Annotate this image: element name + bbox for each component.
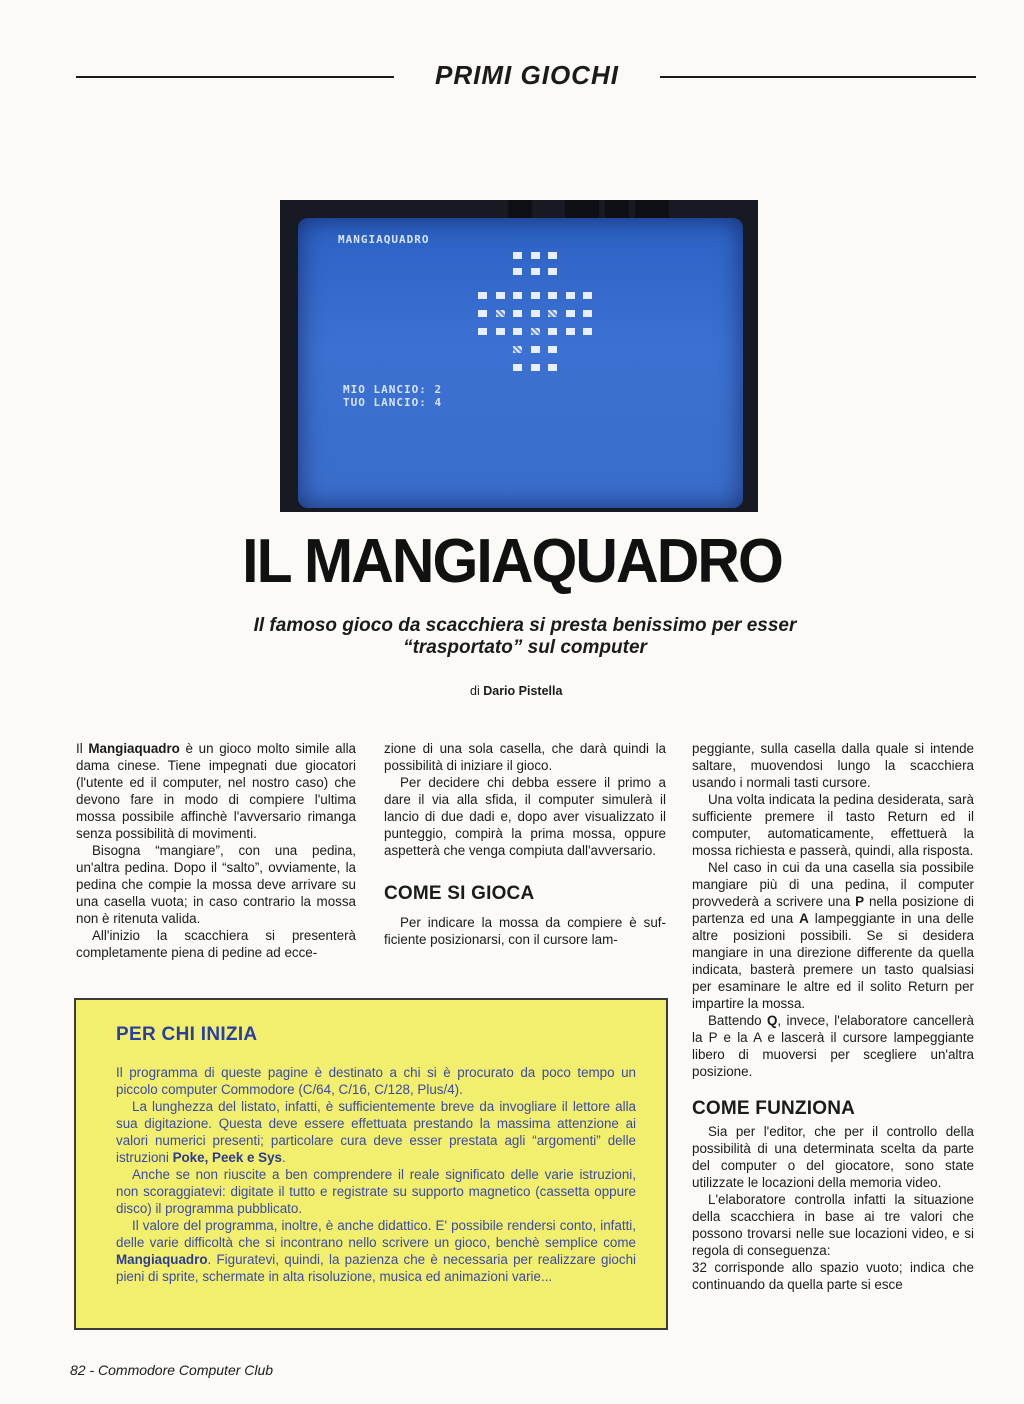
board-square [513, 292, 522, 299]
board-square [513, 252, 522, 259]
board-square [513, 328, 522, 335]
article-title: IL MANGIAQUADRO [242, 527, 782, 596]
bold-text: Mangiaquadro [88, 741, 180, 756]
bold-text: Mangiaquadro [116, 1252, 208, 1267]
paragraph: Per decidere chi debba essere il primo a dare il via alla sfida, il computer simulerà il lancio di due dadi e, dopo aver visualizzato il punteggio, compirà la prima mossa, oppure aspetterà che venga compiuta dall'avversario. [384, 775, 666, 858]
paragraph: Bisogna “mangiare”, con una pedina, un'altra pedina. Dopo il “salto”, ovviamente, la pedina che compie la mossa deve arrivare su una casella vuota; in caso contrario la mossa non è ritenuta valida. [76, 843, 356, 926]
text: Il [76, 741, 89, 756]
board-square [566, 310, 575, 317]
author-name: Dario Pistella [483, 684, 563, 698]
board-square [566, 292, 575, 299]
board-square [548, 292, 557, 299]
board-square [513, 364, 522, 371]
bold-text: Q [766, 1013, 778, 1028]
crt-screen [298, 218, 743, 508]
section-title: PRIMI GIOCHI [435, 60, 619, 90]
text: Battendo [708, 1013, 767, 1028]
paragraph [116, 1217, 636, 1285]
column-2 [384, 740, 666, 948]
paragraph: 32 corrisponde allo spazio vuoto; indica che continuando da quella parte si esce [692, 1260, 974, 1292]
board-square [583, 310, 592, 317]
board-square [496, 328, 505, 335]
board-square [531, 364, 540, 371]
paragraph: Anche se non riuscite a ben comprendere il reale significato delle varie istruzioni, non scoraggiatevi: digitate il tutto e registrate su supporto magnetico (cassetta oppure disco) il programma pubblicato. [116, 1167, 636, 1216]
board-square [531, 252, 540, 259]
column-1 [76, 740, 356, 961]
header-rule-right [660, 76, 976, 78]
board-square [531, 268, 540, 275]
text: Nel caso in cui da una casella sia possibile mangiare più di una pedina, il computer provvederà a scrivere una [692, 860, 974, 909]
page-footer: 82 - Commodore Computer Club [70, 1362, 274, 1378]
board-square [496, 292, 505, 299]
heading-come-si-gioca: COME SI GIOCA [384, 883, 535, 904]
paragraph [692, 1012, 974, 1080]
box-body [116, 1064, 636, 1285]
screen-my-roll: MIO LANCIO: 2 [343, 383, 443, 396]
text: nella posizione di partenza ed una [692, 894, 975, 926]
board-square [548, 364, 557, 371]
paragraph: zione di una sola casella, che darà quindi la possibilità di iniziare il gioco. [384, 741, 666, 773]
text: La lunghezza del listato, infatti, è sufficientemente breve da invogliare il lettore alla sua digitazione. Questa deve essere effettuata prestando la massima attenzione ai valori numerici presenti; particolare cura deve esser prestata agli “argomenti” delle istruzioni [116, 1099, 636, 1165]
paragraph: Il programma di queste pagine è destinato a chi si è procurato da poco tempo un piccolo computer Commodore (C/64, C/16, C/128, Plus/4). [116, 1065, 636, 1097]
byline [470, 684, 562, 698]
board-square [478, 310, 487, 317]
board-square [548, 268, 557, 275]
board-square [531, 310, 540, 317]
board-square [583, 292, 592, 299]
paragraph: Una volta indicata la pedina desiderata, sarà sufficiente premere il tasto Return ed il computer, automaticamente, effettuerà la mossa richiesta e passerà, quindi, alla risposta. [692, 792, 974, 858]
screen-your-roll: TUO LANCIO: 4 [343, 396, 443, 409]
text: . Figuratevi, quindi, la pazienza che è necessaria per realizzare giochi pieni di sprite, schermate in alta risoluzione, musica ed animazioni varie... [116, 1252, 636, 1284]
board-square [531, 292, 540, 299]
board-square [513, 310, 522, 317]
text: . [282, 1150, 286, 1165]
article-subtitle [150, 615, 900, 659]
board-square [531, 346, 540, 353]
board-square [478, 292, 487, 299]
game-screenshot-photo [280, 200, 758, 512]
board-square [531, 328, 540, 335]
board-square [513, 346, 522, 353]
text: lampeggiante in una delle altre posizioni possibili. Se si desidera mangiare in una direzione differente da quella indicata, basterà premere un tasto qualsiasi per esaminare le altre ed il solito Return per impartire la mossa. [692, 911, 974, 1011]
board-square [548, 346, 557, 353]
board-square [548, 310, 557, 317]
header-rule-left [76, 76, 394, 78]
subtitle-line-1: Il famoso gioco da scacchiera si presta benissimo per esser [253, 615, 797, 636]
paragraph: peggiante, sulla casella dalla quale si intende saltare, muovendosi lungo la scacchiera usando i normali tasti cursore. [692, 741, 974, 790]
box-title: PER CHI INIZIA [116, 1024, 258, 1045]
board-square [496, 310, 505, 317]
paragraph: All'inizio la scacchiera si presenterà completamente piena di pedine ad ecce- [76, 928, 356, 960]
sidebar-box-per-chi-inizia [74, 998, 668, 1330]
heading-come-funziona: COME FUNZIONA [692, 1098, 856, 1119]
text: Il valore del programma, inoltre, è anche didattico. E' possibile rendersi conto, infatti, delle varie difficoltà che si incontrano nello scrivere un gioco, benchè semplice come [116, 1218, 636, 1250]
subtitle-line-2: “trasportato” sul computer [403, 637, 647, 658]
section-header [76, 60, 976, 90]
game-board [298, 218, 743, 508]
board-square [513, 268, 522, 275]
screen-title: MANGIAQUADRO [338, 233, 430, 246]
paragraph [76, 740, 356, 842]
paragraph [116, 1098, 636, 1166]
byline-prefix: di [470, 684, 480, 698]
column-3 [692, 740, 974, 1293]
paragraph: Sia per l'editor, che per il controllo della possibilità di una determinata scelta da parte del computer o del giocatore, sono state utilizzate le locazioni della memoria video. [692, 1124, 974, 1190]
bold-text: A [799, 911, 809, 926]
board-square [548, 252, 557, 259]
bold-text: Poke, Peek e Sys [172, 1150, 282, 1165]
board-square [478, 328, 487, 335]
paragraph [692, 859, 974, 1012]
text: , invece, l'elaboratore cancellerà la P e la A e lascerà il cursore lampeggiante libero di muoversi per scegliere un'altra posizione. [692, 1013, 974, 1079]
paragraph: L'elaboratore controlla infatti la situazione della scacchiera in base ai tre valori che possono trovarsi nelle sue locazioni video, e si regola di conseguenza: [692, 1192, 974, 1258]
board-square [548, 328, 557, 335]
text: è un gioco molto simile alla dama cinese. Tiene impegnati due giocatori (l'utente ed il computer, nel nostro caso) che devono fare in modo di compiere l'ultima mossa possibile affinchè l'avversario rimanga senza possibilità di movimenti. [76, 741, 356, 841]
paragraph: Per indicare la mossa da compiere è sufficiente posizionarsi, con il cursore lam- [384, 915, 666, 947]
bold-text: P [855, 894, 865, 909]
board-square [583, 328, 592, 335]
board-square [566, 328, 575, 335]
